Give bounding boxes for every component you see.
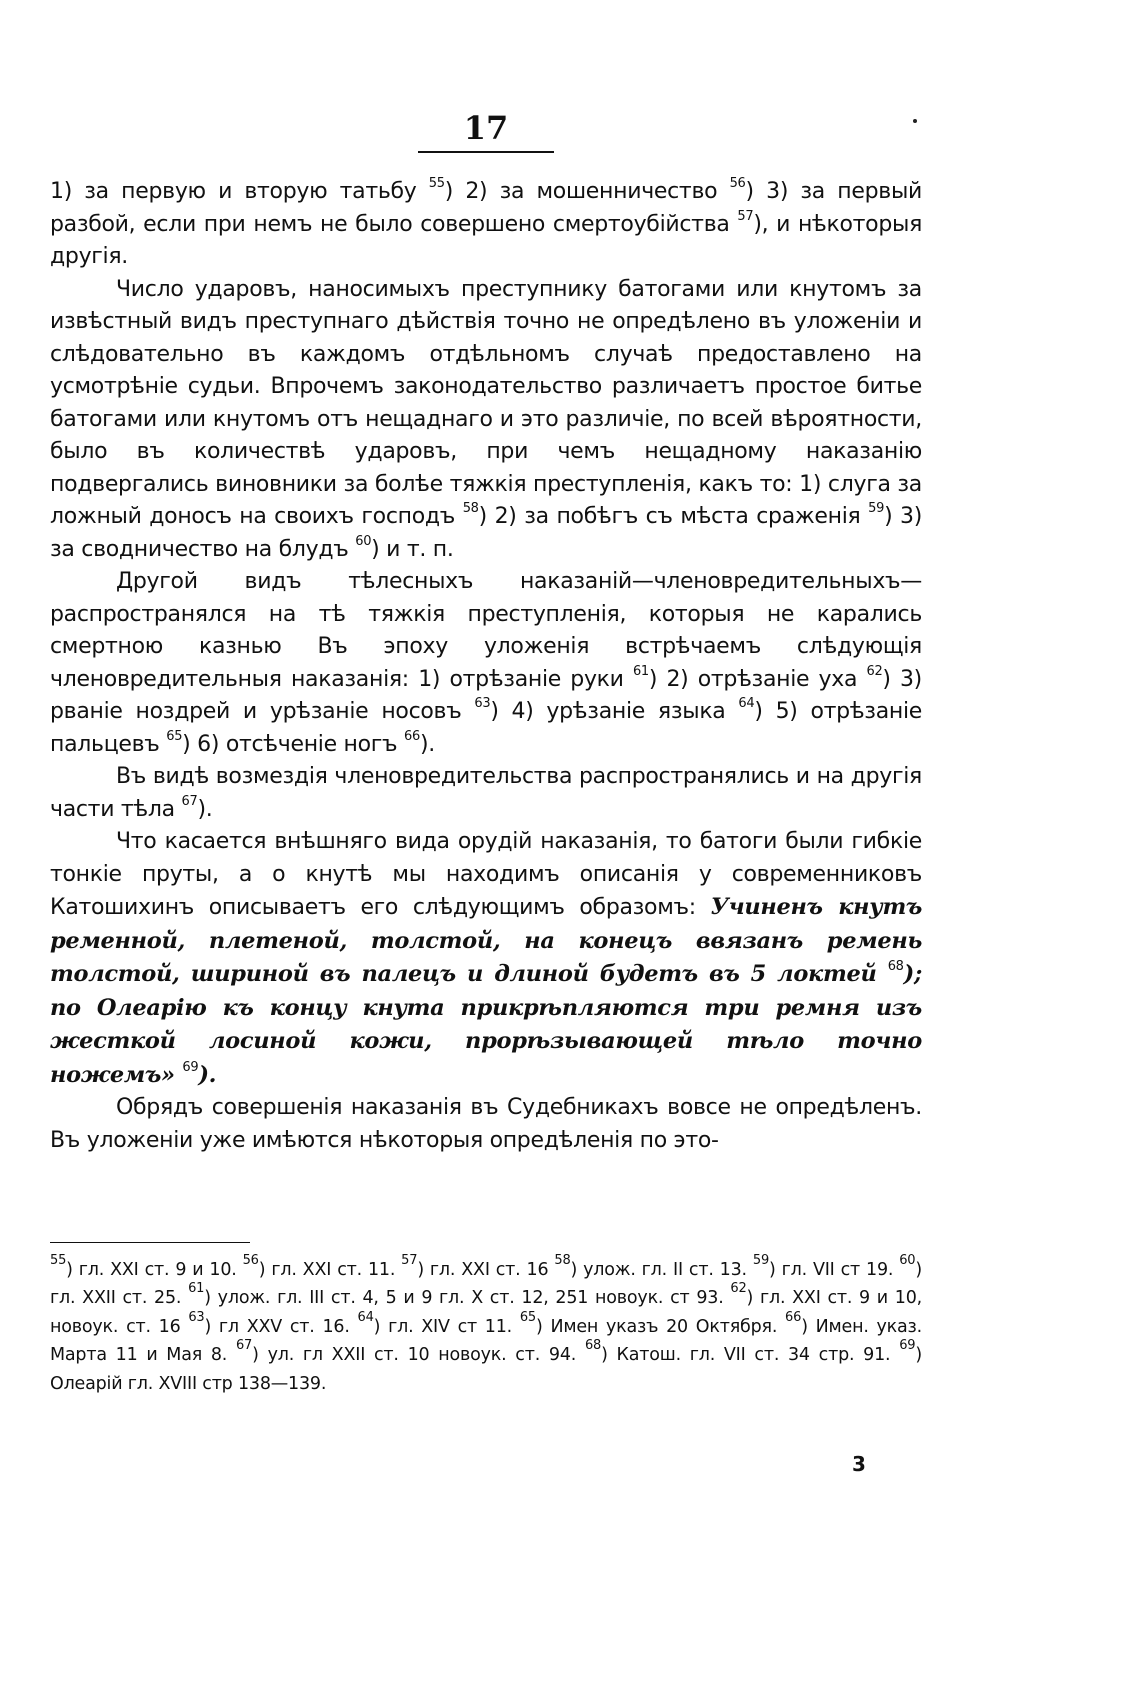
signature-mark: 3 (852, 1452, 866, 1476)
footnote-ref: 56 (242, 1253, 259, 1268)
footnote-ref: 66 (403, 728, 420, 744)
footnote-ref: 60 (355, 533, 372, 549)
quotation-text: Учиненъ кнутъ ременной, плетеной, толстой, на конецъ ввязанъ ремень толстой, шириной въ палецъ и длиной будетъ въ 5 локтей (50, 894, 923, 987)
text-run: ) гл. XXI ст. 9 и 10. (66, 1260, 243, 1280)
text-run: ) Катош. гл. VII ст. 34 стр. 91. (601, 1345, 900, 1366)
paragraph (50, 1092, 922, 1157)
paragraph (50, 566, 922, 761)
paragraph (50, 826, 922, 1092)
paragraph (50, 761, 922, 826)
footnote-ref: 65 (166, 728, 183, 744)
footnote-ref: 64 (738, 696, 755, 711)
text-run: ) Имен. указ. Марта 11 и Мая 8. (50, 1316, 923, 1366)
text-run: ) 4) урѣзаніе языка (490, 699, 739, 724)
footnote-ref: 62 (866, 663, 883, 679)
footnote-ref: 68 (887, 959, 904, 974)
footnote-separator (50, 1242, 250, 1243)
text-run: ) гл. XXI ст. 11. (258, 1260, 402, 1280)
footnote-ref: 59 (752, 1253, 770, 1268)
text-run: ). (419, 731, 435, 757)
text-run: ) гл. XXI ст. 16 (417, 1260, 555, 1280)
text-run: 1) за первую и вторую татьбу (50, 179, 429, 204)
page-number: 17 (463, 109, 509, 147)
text-run: ) гл XXV ст. 16. (204, 1316, 358, 1337)
text-run: Другой видъ тѣлесныхъ наказаній—членовредительныхъ—распространялся на тѣ тяжкія преступленія, которыя не карались смертною казнью Въ эпоху уложенія встрѣчаемъ слѣдующія членовредительныя наказанія: 1) отрѣзаніе руки (50, 569, 922, 692)
footnote-ref: 57 (401, 1253, 418, 1268)
footnote-ref: 67 (235, 1338, 253, 1354)
text-run: ) 2) за мошенничество (444, 179, 730, 204)
footnote-ref: 63 (188, 1309, 205, 1325)
text-run: ). (197, 796, 213, 822)
text-run: ) 5) отрѣзаніе пальцевъ (50, 699, 923, 757)
text-run: ) улож. гл. III ст. 4, 5 и 9 гл. X ст. 12, 251 новоук. ст 93. (204, 1288, 731, 1309)
text-run: ) гл. VII ст 19. (769, 1260, 900, 1280)
footnote-ref: 58 (554, 1253, 571, 1268)
paragraph (50, 176, 922, 274)
footnote-ref: 60 (899, 1253, 916, 1268)
footnote-ref: 57 (737, 208, 754, 224)
footnote-ref: 58 (462, 501, 479, 516)
footnote-ref: 61 (632, 663, 649, 679)
footnote-ref: 56 (729, 176, 746, 191)
text-run: ) гл. XXII ст. 25. (50, 1260, 923, 1309)
body-text (50, 176, 922, 1157)
footnote-ref: 59 (868, 501, 885, 516)
footnote-ref: 69 (899, 1338, 916, 1354)
text-run: Обрядъ совершенія наказанія въ Судебникахъ вовсе не опредѣленъ. Въ уложеніи уже имѣются нѣкоторыя опредѣленія по это- (50, 1095, 922, 1153)
print-speck (913, 119, 917, 123)
footnote-ref: 62 (730, 1281, 747, 1297)
text-run: ) 6) отсѣченіе ногъ (182, 731, 404, 757)
text-run: ) ул. гл XXII ст. 10 новоук. ст. 94. (252, 1345, 585, 1366)
text-run: ) Олеарій гл. XVIII стр 138—139. (50, 1345, 922, 1394)
text-run: Число ударовъ, наносимыхъ преступнику батогами или кнутомъ за извѣстный видъ преступнаго дѣйствія точно не опредѣлено въ уложеніи и слѣдовательно въ каждомъ отдѣльномъ случаѣ предоставлено на усмотрѣніе судьи. Впрочемъ законодательство различаетъ простое битье батогами или кнутомъ отъ нещаднаго и это различіе, по всей вѣроятности, было въ количествѣ ударовъ, при чемъ нещадному наказанію подвергались виновники за болѣе тяжкія преступленія, какъ то: 1) слуга за ложный доносъ на своихъ господъ (50, 276, 922, 529)
text-run: ) 3) рваніе ноздрей и урѣзаніе носовъ (50, 666, 922, 724)
footnote-ref: 67 (181, 793, 198, 809)
text-run: ) 2) за побѣгъ съ мѣста сраженія (478, 504, 869, 529)
footnote-ref: 64 (357, 1309, 374, 1325)
text-run: Что касается внѣшняго вида орудій наказанія, то батоги были гибкіе тонкіе пруты, а о кнутѣ мы находимъ описанія у современниковъ Катошихинъ описываетъ его слѣдующимъ образомъ: (50, 829, 922, 920)
footnote-ref: 55 (50, 1253, 67, 1268)
footnote-ref: 65 (519, 1309, 537, 1325)
text-run: Въ видѣ возмездія членовредительства распространялись и на другія части тѣла (50, 764, 922, 822)
quotation-text: ). (198, 1061, 217, 1088)
footnote-ref: 66 (785, 1309, 802, 1325)
footnote-ref: 69 (182, 1059, 199, 1075)
text-run: ) 3) за сводничество на блудъ (50, 504, 922, 562)
page-number-rule (418, 151, 554, 153)
footnote-ref: 68 (584, 1338, 602, 1354)
text-run: ) и т. п. (371, 536, 454, 562)
text-run: ) улож. гл. II ст. 13. (570, 1260, 753, 1280)
footnote-ref: 63 (474, 696, 491, 711)
text-run: ), и нѣкоторыя другія. (50, 211, 923, 269)
paragraph (50, 274, 922, 567)
text-run: ) гл. XIV ст 11. (373, 1316, 520, 1337)
text-run: ) 3) за первый разбой, если при немъ не было совершено смертоубійства (50, 179, 923, 237)
quotation-text: ); по Олеарію къ концу кнута прикрѣпляются три ремня изъ жесткой лосиной кожи, прорѣзывающей тѣло точно ножемъ» (50, 961, 922, 1088)
footnote-ref: 61 (188, 1281, 205, 1297)
footnotes (50, 1253, 923, 1398)
text-run: ) 2) отрѣзаніе уха (648, 666, 867, 692)
text-run: ) гл. XXI ст. 9 и 10, новоук. ст. 16 (50, 1288, 922, 1337)
footnote-ref: 55 (428, 176, 445, 191)
text-run: ) Имен указъ 20 Октября. (536, 1316, 786, 1337)
